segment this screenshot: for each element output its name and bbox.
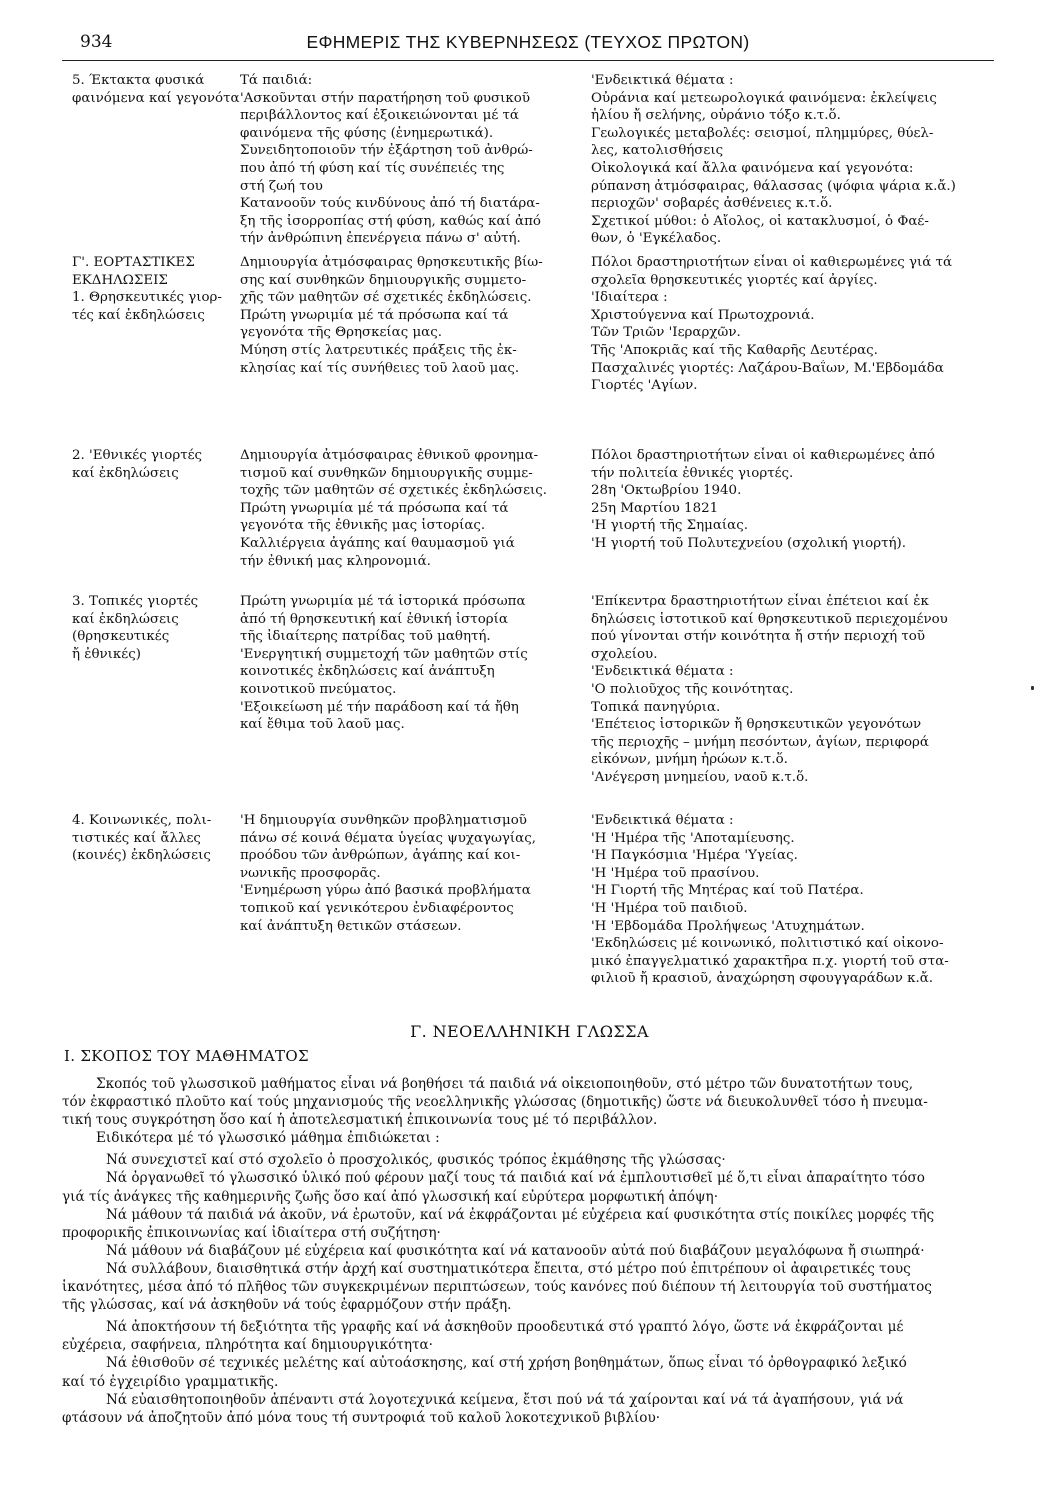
text-line: 'Η Παγκόσμια 'Ημέρα 'Υγείας. (591, 848, 798, 864)
row-2-col3 (591, 447, 996, 553)
text-line: 'Ασκοῦνται στήν παρατήρηση τοῦ φυσικοῦ (240, 90, 530, 106)
text-line: 'Εξοικείωση μέ τήν παράδοση καί τά ἤθη (240, 699, 519, 715)
text-line: γεγονότα τῆς ἐθνικῆς μας ἱστορίας. (240, 518, 486, 534)
text-line: 'Επέτειος ἱστορικῶν ἤ θρησκευτικῶν γεγονότων (591, 717, 922, 733)
row-5-col1 (72, 72, 242, 107)
text-line: Δημιουργία ἀτμόσφαιρας ἐθνικοῦ φρονημα- (240, 448, 539, 463)
text-line: σης καί συνθηκῶν δημιουργικῆς συμμετο- (240, 272, 527, 288)
text-line: κλησίας καί τίς συνήθειες τοῦ λαοῦ μας. (240, 360, 520, 376)
text-line: ξη τῆς ἰσορροπίας στή φύση, καθώς καί ἀπό (240, 213, 541, 229)
text-line: (κοινές) ἐκδηλώσεις (72, 848, 211, 864)
text-line: εἰκόνων, μνήμη ἡρώων κ.τ.ὅ. (591, 752, 788, 768)
text-line: (θρησκευτικές (72, 629, 170, 645)
body-line: γιά τίς ἀνάγκες τῆς καθημερινῆς ζωῆς ὅσο καί ἀπό γλωσσική καί εὐρύτερα μορφωτική ἀπόψη· (62, 1188, 719, 1205)
text-line: 'Η γιορτή τῆς Σημαίας. (591, 518, 748, 534)
text-line: περιβάλλοντος καί ἐξοικειώνονται μέ τά (240, 108, 519, 124)
text-line: Γεωλογικές μεταβολές: σεισμοί, πλημμύρες, θύελ- (591, 125, 934, 141)
text-line: 'Η 'Ημέρα τῆς 'Αποταμίευσης. (591, 830, 795, 846)
page-number: 934 (80, 32, 113, 52)
text-line: 'Η 'Ημέρα τοῦ παιδιοῦ. (591, 900, 748, 916)
text-line: καί ἀνάπτυξη θετικῶν στάσεων. (240, 918, 462, 934)
header-rule (62, 60, 994, 61)
row-4-col3 (591, 812, 996, 988)
text-line: ρύπανση ἀτμόσφαιρας, θάλασσας (ψόφια ψάρια κ.ἄ.) (591, 178, 956, 194)
text-line: νωνικῆς προσφορᾶς. (240, 865, 381, 881)
text-line: φαινόμενα καί γεγονότα (72, 90, 240, 106)
gazette-title: ΕΦΗΜΕΡΙΣ ΤΗΣ ΚΥΒΕΡΝΗΣΕΩΣ (ΤΕΥΧΟΣ ΠΡΩΤΟΝ) (306, 32, 750, 52)
text-line: πάνω σέ κοινά θέματα ὑγείας ψυχαγωγίας, (240, 830, 536, 846)
text-line: τισμοῦ καί συνθηκῶν δημιουργικῆς συμμε- (240, 465, 533, 481)
text-line: κοινοτικοῦ πνεύματος. (240, 681, 397, 697)
text-line: κοινοτικές ἐκδηλώσεις καί ἀνάπτυξη (240, 664, 495, 680)
text-line: ἀπό τή θρησκευτική καί ἐθνική ἱστορία (240, 611, 508, 627)
text-line: Σχετικοί μύθοι: ὁ Αἴολος, οἱ κατακλυσμοί, ὁ Φαέ- (591, 213, 929, 229)
text-line: 'Ενδεικτικά θέματα : (591, 73, 734, 88)
body-line: Σκοπός τοῦ γλωσσικοῦ μαθήματος εἶναι νά βοηθήσει τά παιδιά νά οἰκειοποιηθοῦν, στό μέτρο τῶν δυνατοτήτων τους, (96, 1076, 914, 1092)
text-line: Συνειδητοποιοῦν τήν ἐξάρτηση τοῦ ἀνθρώ- (240, 143, 533, 159)
body-line: τῆς γλώσσας, καί νά ἀσκηθοῦν νά τούς ἐφαρμόζουν στήν πράξη. (62, 1297, 512, 1314)
text-line: Γιορτές 'Αγίων. (591, 378, 698, 394)
row-g1-col1 (72, 254, 242, 324)
text-line: Χριστούγεννα καί Πρωτοχρονιά. (591, 307, 815, 323)
text-line: φαινόμενα τῆς φύσης (ἐνημερωτικά). (240, 125, 494, 141)
text-line: μικό ἐπαγγελματικό χαρακτῆρα π.χ. γιορτή τοῦ στα- (591, 953, 949, 969)
section-body (62, 1075, 997, 1427)
text-line: που ἀπό τή φύση καί τίς συνέπειές της (240, 160, 505, 176)
text-line: Πασχαλινές γιορτές: Λαζάρου-Βαΐων, Μ.'Εβδομάδα (591, 360, 944, 376)
text-line: προόδου τῶν ἀνθρώπων, ἀγάπης καί κοι- (240, 848, 521, 864)
text-line: καί ἐκδηλώσεις (72, 611, 179, 627)
text-line: 2. 'Εθνικές γιορτές (72, 448, 203, 463)
text-line: Τά παιδιά: (240, 73, 313, 88)
body-line: Νά μάθουν νά διαβάζουν μέ εὐχέρεια καί φυσικότητα καί νά κατανοοῦν αὐτά πού διαβάζουν μεγαλόφωνα ἤ σιωπηρά· (106, 1242, 925, 1259)
text-line: σχολείου. (591, 646, 658, 662)
text-line: 'Η Γιορτή τῆς Μητέρας καί τοῦ Πατέρα. (591, 883, 864, 899)
text-line: 'Η 'Εβδομάδα Προλήψεως 'Ατυχημάτων. (591, 918, 865, 934)
text-line: Τῶν Τριῶν 'Ιεραρχῶν. (591, 325, 741, 341)
body-line: τική τους συγκρότηση ὅσο καί ἡ ἀποτελεσματική ἐπικοινωνία τους μέ τό περιβάλλον. (62, 1112, 658, 1129)
body-line: καί τό ἐγχειρίδιο γραμματικῆς. (62, 1373, 279, 1390)
body-line: Νά ὀργανωθεῖ τό γλωσσικό ὑλικό πού φέρουν μαζί τους τά παιδιά καί νά ἐμπλουτισθεῖ μέ ὅ,τι εἶναι ἀπαραίτητο τόσο (106, 1170, 925, 1187)
text-line: τήν ἐθνική μας κληρονομιά. (240, 553, 431, 569)
text-line: 'Ιδιαίτερα : (591, 290, 668, 306)
text-line: τοπικοῦ καί γενικότερου ἐνδιαφέροντος (240, 900, 514, 916)
row-5-col2 (240, 72, 582, 248)
text-line: τῆς περιοχῆς – μνήμη πεσόντων, ἁγίων, περιφορά (591, 734, 929, 750)
text-line: 'Εκδηλώσεις μέ κοινωνικό, πολιτιστικό καί οἰκονο- (591, 936, 944, 952)
body-line: Νά συλλάβουν, διαισθητικά στήν ἀρχή καί συστηματικότερα ἔπειτα, στό μέτρο πού ἐπιτρέπουν οἱ ἀφαιρετικές τους (106, 1260, 911, 1277)
row-5-col3 (591, 72, 996, 248)
row-2-col1 (72, 447, 242, 482)
text-line: πού γίνονται στήν κοινότητα ἤ στήν περιοχή τοῦ (591, 629, 925, 645)
row-4-col1 (72, 812, 242, 865)
text-line: Οὐράνια καί μετεωρολογικά φαινόμενα: ἐκλείψεις (591, 90, 937, 106)
text-line: 25η Μαρτίου 1821 (591, 500, 719, 516)
text-line: Τοπικά πανηγύρια. (591, 699, 721, 715)
body-line: Νά μάθουν τά παιδιά νά ἀκοῦν, νά ἐρωτοῦν, καί νά ἐκφράζονται μέ εὐχέρεια καί φυσικότητα στίς ποικίλες μορφές τῆς (106, 1206, 935, 1223)
text-line: Καλλιέργεια ἀγάπης καί θαυμασμοῦ γιά (240, 535, 515, 551)
text-line: 'Η 'Ημέρα τοῦ πρασίνου. (591, 865, 760, 881)
body-line: Νά ἐθισθοῦν σέ τεχνικές μελέτης καί αὐτοάσκησης, καί στή χρήση βοηθημάτων, ὅπως εἶναι τό ὀρθογραφικό λεξικό (106, 1355, 907, 1372)
text-line: Τῆς 'Αποκριᾶς καί τῆς Καθαρῆς Δευτέρας. (591, 342, 878, 358)
row-3-col2 (240, 593, 582, 734)
body-line: τόν ἐκφραστικό πλοῦτο καί τούς μηχανισμούς τῆς νεοελληνικῆς γλώσσας (δημοτικῆς) ὥστε νά διευκολυνθεῖ τόσο ἡ πνευμα- (62, 1094, 928, 1111)
body-line: Νά συνεχιστεῖ καί στό σχολεῖο ὁ προσχολικός, φυσικός τρόπος ἐκμάθησης τῆς γλώσσας· (106, 1152, 726, 1169)
text-line: 1. Θρησκευτικές γιορ- (72, 290, 222, 306)
text-line: τές καί ἐκδηλώσεις (72, 307, 205, 323)
text-line: ἡλίου ἤ σελήνης, οὐράνιο τόξο κ.τ.ὅ. (591, 108, 841, 124)
page-header (62, 30, 994, 56)
row-g1-col2 (240, 254, 582, 377)
text-line: ἤ ἐθνικές) (72, 646, 141, 662)
text-line: τήν πολιτεία ἐθνικές γιορτές. (591, 465, 794, 481)
text-line: Γ'. ΕΟΡΤΑΣΤΙΚΕΣ (72, 255, 195, 270)
text-line: τοχῆς τῶν μαθητῶν σέ σχετικές ἐκδηλώσεις. (240, 483, 548, 499)
section-subheading: Ι. ΣΚΟΠΟΣ ΤΟΥ ΜΑΘΗΜΑΤΟΣ (64, 1047, 309, 1065)
text-line: 28η 'Οκτωβρίου 1940. (591, 483, 742, 499)
text-line: 4. Κοινωνικές, πολι- (72, 813, 212, 828)
row-3-col1 (72, 593, 242, 663)
text-line: καί ἐκδηλώσεις (72, 465, 179, 481)
text-line: τιστικές καί ἄλλες (72, 830, 201, 846)
body-line: ἱκανότητες, μέσα ἀπό τό πλῆθος τῶν συγκεκριμένων περιπτώσεων, τούς κανόνες πού διέπουν τή λειτουργία τοῦ συστήματος (62, 1279, 932, 1296)
row-3-col3 (591, 593, 996, 787)
text-line: δηλώσεις ἱστοτικοῦ καί θρησκευτικοῦ περιεχομένου (591, 611, 948, 627)
section-heading: Γ. ΝΕΟΕΛΛΗΝΙΚΗ ΓΛΩΣΣΑ (410, 1022, 649, 1041)
text-line: φιλιοῦ ἤ κρασιοῦ, ἀναχώρηση σφουγγαράδων κ.ἄ. (591, 971, 934, 987)
text-line: 'Ενδεικτικά θέματα : (591, 813, 734, 828)
text-line: 'Ενδεικτικά θέματα : (591, 664, 734, 680)
text-line: Κατανοοῦν τούς κινδύνους ἀπό τή διατάρα- (240, 196, 540, 212)
text-line: 'Επίκεντρα δραστηριοτήτων εἶναι ἐπέτειοι καί ἐκ (591, 594, 929, 609)
text-line: 'Ενημέρωση γύρω ἀπό βασικά προβλήματα (240, 883, 531, 899)
text-line: 'Ενεργητική συμμετοχή τῶν μαθητῶν στίς (240, 646, 528, 662)
text-line: καί ἔθιμα τοῦ λαοῦ μας. (240, 717, 405, 733)
row-4-col2 (240, 812, 582, 935)
row-2-col2 (240, 447, 582, 570)
text-line: περιοχῶν' σοβαρές ἀσθένειες κ.τ.ὅ. (591, 196, 833, 212)
text-line: θων, ὁ 'Εγκέλαδος. (591, 231, 722, 247)
text-line: στή ζωή του (240, 178, 323, 194)
row-g1-col3 (591, 254, 996, 395)
text-line: λες, κατολισθήσεις (591, 143, 724, 159)
body-line: εὐχέρεια, σαφήνεια, πληρότητα καί δημιουργικότητα· (62, 1337, 433, 1354)
stray-mark (1031, 686, 1034, 690)
text-line: ΕΚΔΗΛΩΣΕΙΣ (72, 272, 168, 288)
body-line: προφορικῆς ἐπικοινωνίας καί ἰδιαίτερα στή συζήτηση· (62, 1224, 441, 1241)
text-line: τῆς ἰδιαίτερης πατρίδας τοῦ μαθητή. (240, 629, 491, 645)
text-line: 'Ο πολιοῦχος τῆς κοινότητας. (591, 681, 794, 697)
text-line: Οἰκολογικά καί ἄλλα φαινόμενα καί γεγονότα: (591, 160, 914, 176)
text-line: Πρώτη γνωριμία μέ τά ἱστορικά πρόσωπα (240, 594, 526, 609)
text-line: Πρώτη γνωριμία μέ τά πρόσωπα καί τά (240, 500, 509, 516)
body-line: Νά εὐαισθητοποιηθοῦν ἀπέναντι στά λογοτεχνικά κείμενα, ἔτσι πού νά τά χαίρονται καί νά τά ἀγαπήσουν, γιά νά (106, 1391, 904, 1408)
text-line: 'Η δημιουργία συνθηκῶν προβληματισμοῦ (240, 813, 527, 828)
text-line: τήν ἀνθρώπινη ἐπενέργεια πάνω σ' αὐτή. (240, 231, 521, 247)
text-line: 5. Έκτακτα φυσικά (72, 73, 205, 88)
body-line: φτάσουν νά ἀποζητοῦν ἀπό μόνα τους τή συντροφιά τοῦ καλοῦ λοκοτεχνικοῦ βιβλίου· (62, 1409, 661, 1426)
text-line: Δημιουργία ἀτμόσφαιρας θρησκευτικῆς βίω- (240, 255, 543, 270)
text-line: 'Η γιορτή τοῦ Πολυτεχνείου (σχολική γιορτή). (591, 535, 906, 551)
body-line: Νά ἀποκτήσουν τή δεξιότητα τῆς γραφῆς καί νά ἀσκηθοῦν προοδευτικά στό γραπτό λόγο, ὥστε νά ἐκφράζονται μέ (106, 1319, 904, 1336)
text-line: γεγονότα τῆς Θρησκείας μας. (240, 325, 442, 341)
text-line: Πόλοι δραστηριοτήτων εἶναι οἱ καθιερωμένες ἀπό (591, 448, 935, 463)
text-line: χῆς τῶν μαθητῶν σέ σχετικές ἐκδηλώσεις. (240, 290, 532, 306)
text-line: σχολεῖα θρησκευτικές γιορτές καί ἀργίες. (591, 272, 878, 288)
text-line: Πόλοι δραστηριοτήτων εἶναι οἱ καθιερωμένες γιά τά (591, 255, 953, 270)
text-line: Μύηση στίς λατρευτικές πράξεις τῆς ἐκ- (240, 342, 517, 358)
text-line: 3. Τοπικές γιορτές (72, 594, 199, 609)
text-line: 'Ανέγερση μνημείου, ναοῦ κ.τ.ὅ. (591, 769, 809, 785)
text-line: Πρώτη γνωριμία μέ τά πρόσωπα καί τά (240, 307, 509, 323)
body-line: Ειδικότερα μέ τό γλωσσικό μάθημα ἐπιδιώκεται : (96, 1130, 440, 1147)
